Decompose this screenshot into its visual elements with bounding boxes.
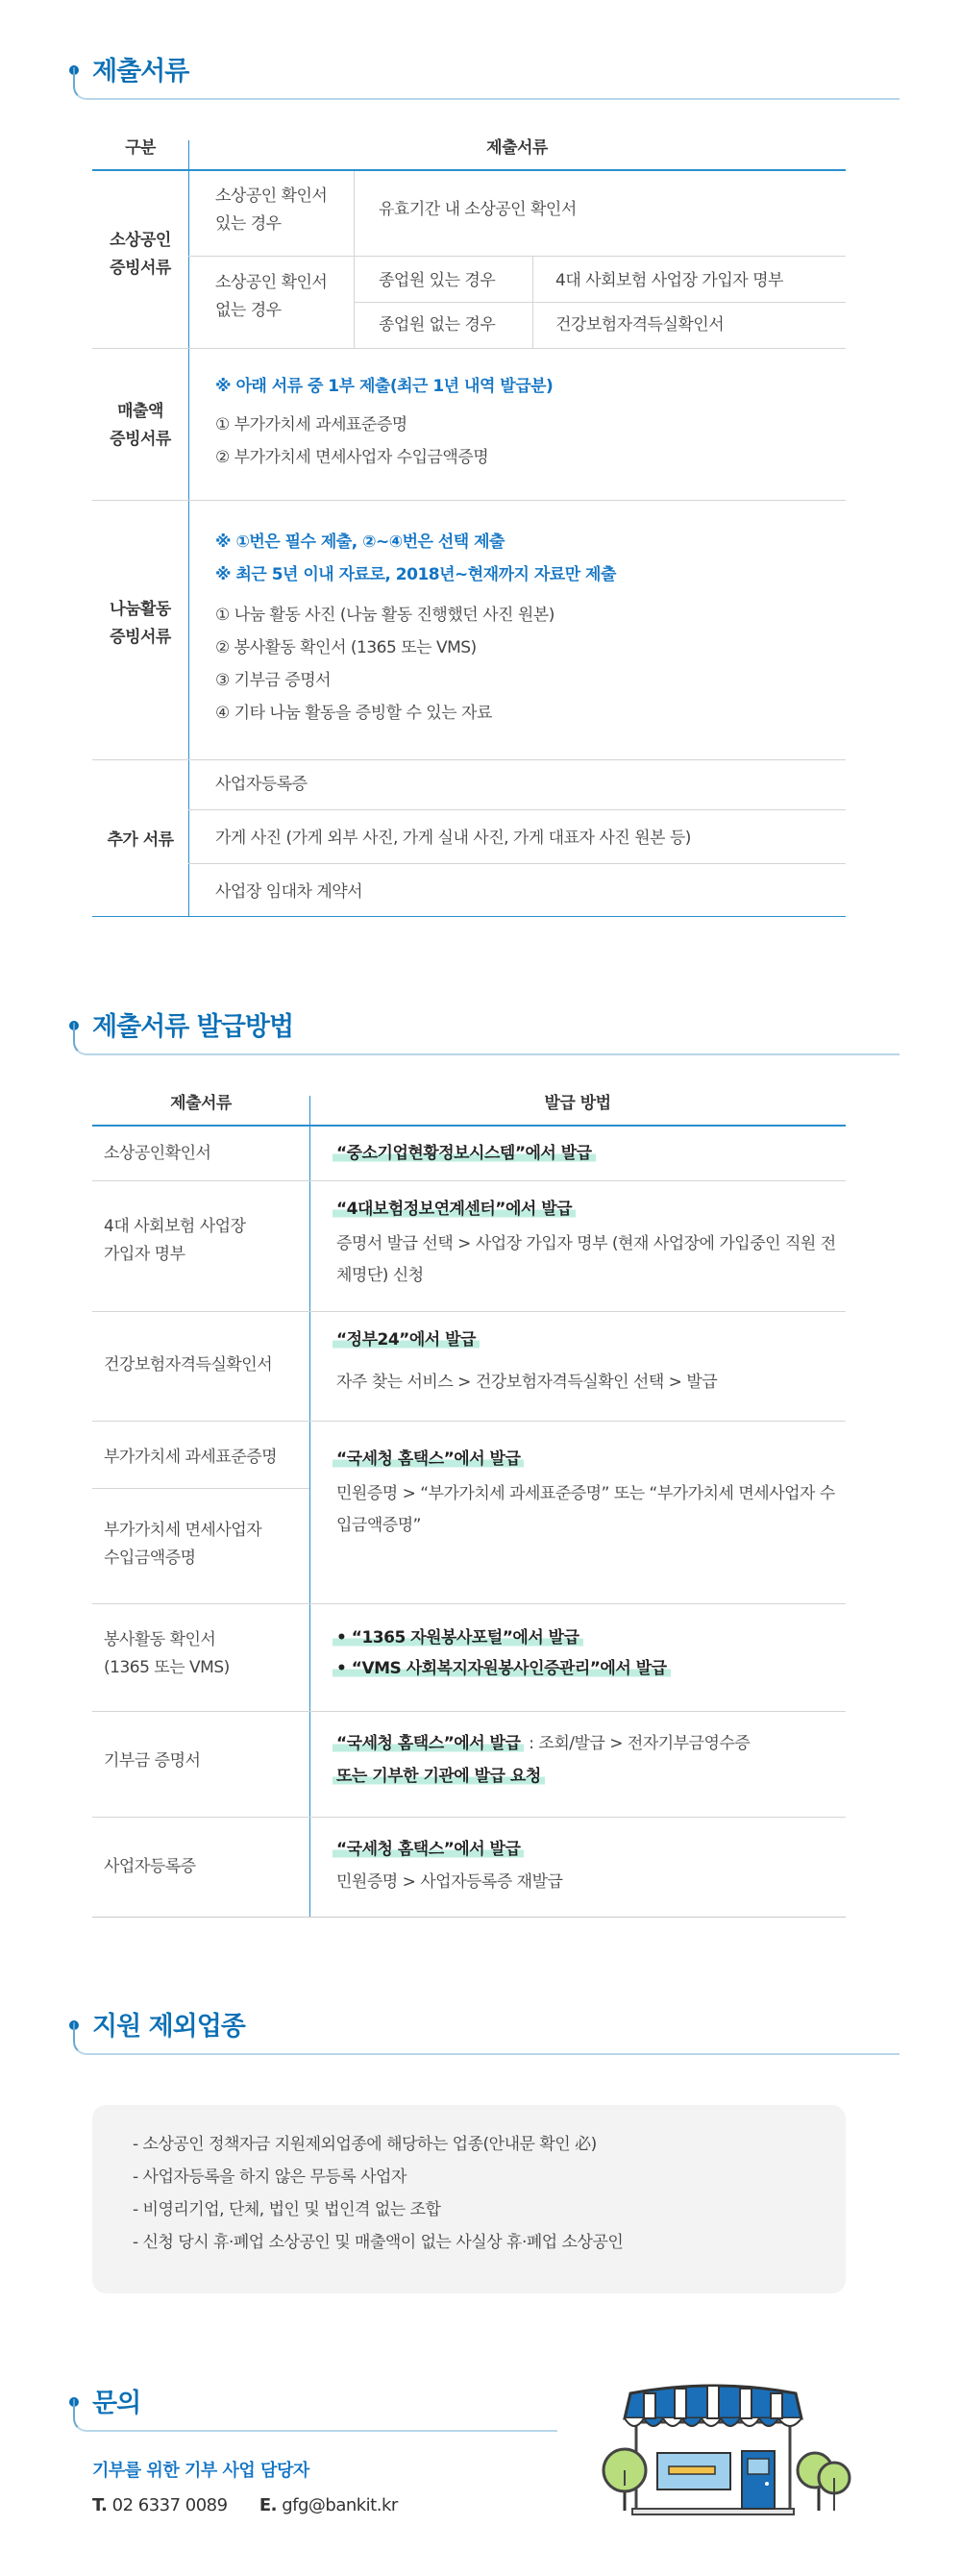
sharing-note-2: ※ 최근 5년 이내 자료로, 2018년~현재까지 자료만 제출 <box>215 565 616 584</box>
doc-health-insurance: 건강보험자격득실확인서 <box>104 1355 273 1375</box>
method-highlight: “국세청 홈택스”에서 발급 <box>333 1840 524 1859</box>
sharing-item-2: ② 봉사활동 확인서 (1365 또는 VMS) <box>215 638 477 657</box>
sales-item-2: ② 부가가치세 면세사업자 수입금액증명 <box>215 448 489 467</box>
sharing-item-4: ④ 기타 나눔 활동을 증빙할 수 있는 자료 <box>215 704 492 723</box>
employees-no-cond: 종업원 없는 경우 <box>379 315 496 334</box>
method-highlight: 또는 기부한 기관에 발급 요청 <box>333 1767 545 1786</box>
doc-vat-exempt: 부가가치세 면세사업자 수입금액증명 <box>104 1521 262 1568</box>
method-highlight: “중소기업현황정보시스템”에서 발급 <box>333 1144 596 1163</box>
section-title-issuance: 제출서류 발급방법 <box>92 1012 294 1042</box>
table-header-method: 발급 방법 <box>544 1094 611 1113</box>
additional-item-2: 가게 사진 (가게 외부 사진, 가게 실내 사진, 가게 대표자 사진 원본 등) <box>215 829 691 848</box>
section-title-contact: 문의 <box>92 2389 141 2418</box>
method-highlight: “국세청 홈택스”에서 발급 <box>333 1734 524 1753</box>
method-highlight: “4대보험정보연계센터”에서 발급 <box>333 1200 576 1219</box>
method-desc: 증명서 발급 선택 > 사업장 가입자 명부 (현재 사업장에 가입중인 직원 전체명단) 신청 <box>336 1234 836 1285</box>
employees-yes-cond: 종업원 있는 경우 <box>379 271 496 290</box>
doc-insurance-roster: 4대 사회보험 사업장 가입자 명부 <box>104 1217 246 1264</box>
row-label-additional: 추가 서류 <box>107 830 174 850</box>
tel-label: T. <box>92 2495 108 2515</box>
method-highlight: “국세청 홈택스”에서 발급 <box>333 1449 524 1469</box>
table-header-category: 구분 <box>125 138 156 158</box>
doc-vat-tax-base: 부가가치세 과세표준증명 <box>104 1448 278 1467</box>
sales-item-1: ① 부가가치세 과세표준증명 <box>215 415 407 434</box>
cert-exists-value: 유효기간 내 소상공인 확인서 <box>379 200 577 219</box>
method-desc: 민원증명 > “부가가치세 과세표준증명” 또는 “부가가치세 면세사업자 수입금액증명” <box>336 1484 835 1535</box>
sales-note: ※ 아래 서류 중 1부 제출(최근 1년 내역 발급분) <box>215 377 554 396</box>
list-item: - 비영리기업, 단체, 법인 및 법인격 없는 조합 <box>133 2200 441 2219</box>
email-label: E. <box>259 2495 277 2515</box>
table-header-doc: 제출서류 <box>170 1094 232 1113</box>
table-header-documents: 제출서류 <box>486 138 548 158</box>
method-highlight: • “VMS 사회복지자원봉사인증관리”에서 발급 <box>333 1659 671 1678</box>
contact-tel[interactable]: 02 6337 0089 <box>111 2495 228 2515</box>
additional-item-1: 사업자등록증 <box>215 775 308 794</box>
row-label-sales: 매출액 증빙서류 <box>110 402 171 449</box>
list-item: - 사업자등록을 하지 않은 무등록 사업자 <box>133 2167 407 2187</box>
section-title-excluded: 지원 제외업종 <box>92 2012 245 2042</box>
row-label-small-business: 소상공인 증빙서류 <box>110 231 171 278</box>
section-title-documents: 제출서류 <box>92 57 189 87</box>
cert-missing-label: 소상공인 확인서 없는 경우 <box>215 273 328 320</box>
sharing-note-1: ※ ①번은 필수 제출, ②~④번은 선택 제출 <box>215 533 505 552</box>
method-highlight: • “1365 자원봉사포털”에서 발급 <box>333 1628 583 1647</box>
additional-item-3: 사업장 임대차 계약서 <box>215 882 363 902</box>
employees-no-value: 건강보험자격득실확인서 <box>555 315 725 334</box>
doc-donation-cert: 기부금 증명서 <box>104 1751 201 1771</box>
method-highlight: “정부24”에서 발급 <box>333 1330 480 1350</box>
section-decoration <box>73 67 899 100</box>
section-decoration <box>73 2399 557 2432</box>
list-item: - 소상공인 정책자금 지원제외업종에 해당하는 업종(안내문 확인 必) <box>133 2135 597 2154</box>
doc-small-business-cert: 소상공인확인서 <box>104 1144 211 1163</box>
contact-name: 기부를 위한 기부 사업 담당자 <box>92 2461 309 2481</box>
doc-volunteer-cert: 봉사활동 확인서 (1365 또는 VMS) <box>104 1630 230 1677</box>
method-desc: 민원증명 > 사업자등록증 재발급 <box>336 1872 563 1892</box>
method-desc: : 조회/발급 > 전자기부금영수증 <box>524 1734 751 1753</box>
excluded-industries-box <box>92 2105 846 2293</box>
sharing-item-1: ① 나눔 활동 사진 (나눔 활동 진행했던 사진 원본) <box>215 606 554 625</box>
shop-illustration <box>588 2374 857 2518</box>
method-desc: 자주 찾는 서비스 > 건강보험자격득실확인 선택 > 발급 <box>336 1373 718 1392</box>
employees-yes-value: 4대 사회보험 사업장 가입자 명부 <box>555 271 783 290</box>
sharing-item-3: ③ 기부금 증명서 <box>215 671 332 690</box>
doc-business-registration: 사업자등록증 <box>104 1857 196 1876</box>
list-item: - 신청 당시 휴·폐업 소상공인 및 매출액이 없는 사실상 휴·폐업 소상공인 <box>133 2233 624 2252</box>
cert-exists-label: 소상공인 확인서 있는 경우 <box>215 186 328 234</box>
row-label-sharing: 나눔활동 증빙서류 <box>110 600 171 647</box>
contact-email[interactable]: gfg@bankit.kr <box>282 2495 398 2515</box>
